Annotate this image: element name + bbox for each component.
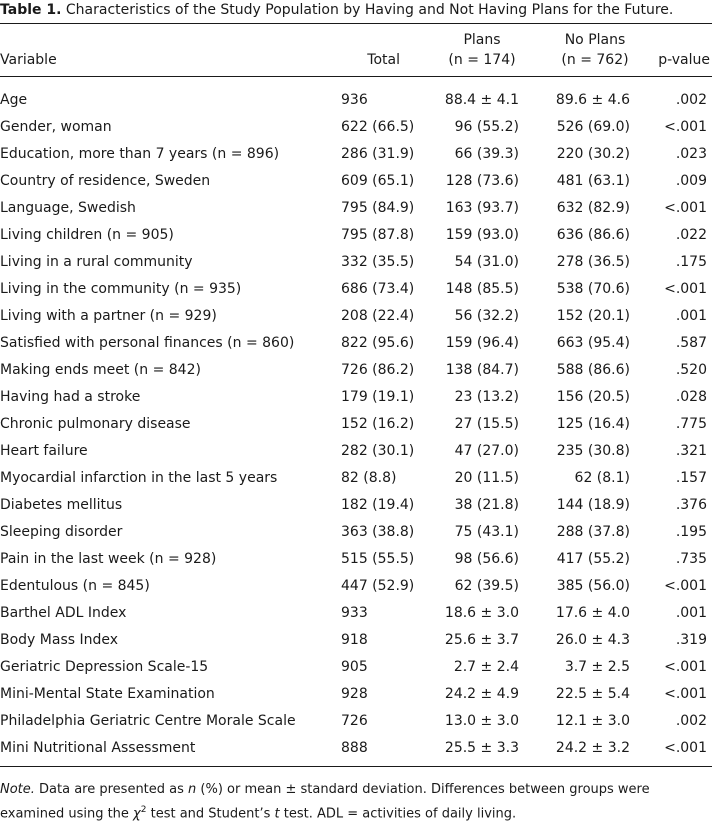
cell-plans: 66 (39.3) [454,146,519,162]
cell-noplans: 152 (20.1) [556,308,630,324]
cell-noplans: 125 (16.4) [556,416,630,432]
cell-pvalue: <.001 [664,119,707,135]
cell-variable: Sleeping disorder [0,524,123,540]
table-note [0,780,712,824]
cell-pvalue: .175 [675,254,707,270]
cell-plans: 38 (21.8) [454,497,519,513]
cell-plans: 88.4 ± 4.1 [444,92,519,108]
cell-noplans: 17.6 ± 4.0 [555,605,630,621]
cell-pvalue: .009 [675,173,707,189]
cell-pvalue: .001 [675,605,707,621]
cell-variable: Gender, woman [0,119,112,135]
cell-total: 686 (73.4) [341,281,415,297]
note-text-2: (%) or mean ± standard deviation. Differences between groups were examined using the [0,782,650,822]
header-variable: Variable [0,52,57,68]
top-rule [0,23,712,24]
table-caption [0,0,712,20]
cell-plans: 128 (73.6) [445,173,519,189]
cell-noplans: 538 (70.6) [556,281,630,297]
cell-total: 332 (35.5) [341,254,415,270]
cell-pvalue: .002 [675,713,707,729]
cell-plans: 138 (84.7) [445,362,519,378]
cell-plans: 75 (43.1) [454,524,519,540]
cell-total: 822 (95.6) [341,335,415,351]
cell-noplans: 220 (30.2) [556,146,630,162]
cell-variable: Language, Swedish [0,200,136,216]
header-plans: Plans [463,32,501,48]
cell-total: 515 (55.5) [341,551,415,567]
cell-total: 726 (86.2) [341,362,415,378]
cell-variable: Making ends meet (n = 842) [0,362,201,378]
cell-variable: Living in a rural community [0,254,193,270]
cell-pvalue: <.001 [664,659,707,675]
cell-variable: Living in the community (n = 935) [0,281,242,297]
cell-plans: 47 (27.0) [454,443,519,459]
cell-total: 152 (16.2) [341,416,415,432]
cell-total: 905 [341,659,368,675]
cell-pvalue: <.001 [664,740,707,756]
cell-noplans: 481 (63.1) [556,173,630,189]
note-text-3: test and Student’s [146,806,275,822]
cell-pvalue: .520 [675,362,707,378]
cell-noplans: 235 (30.8) [556,443,630,459]
header-pvalue: p-value [658,52,710,68]
note-chi-sup: 2 [140,805,147,815]
cell-variable: Living with a partner (n = 929) [0,308,217,324]
cell-total: 918 [341,632,368,648]
cell-noplans: 385 (56.0) [556,578,630,594]
note-chi: χ [133,806,141,822]
cell-total: 286 (31.9) [341,146,415,162]
cell-plans: 20 (11.5) [454,470,519,486]
cell-noplans: 26.0 ± 4.3 [555,632,630,648]
cell-plans: 24.2 ± 4.9 [444,686,519,702]
cell-plans: 159 (96.4) [445,335,519,351]
header-noplans: No Plans [564,32,626,48]
cell-pvalue: .157 [675,470,707,486]
note-t: t [274,806,280,822]
cell-total: 795 (84.9) [341,200,415,216]
cell-variable: Barthel ADL Index [0,605,127,621]
cell-total: 182 (19.4) [341,497,415,513]
cell-total: 622 (66.5) [341,119,415,135]
cell-noplans: 62 (8.1) [574,470,630,486]
cell-variable: Edentulous (n = 845) [0,578,150,594]
cell-pvalue: .319 [675,632,707,648]
cell-variable: Geriatric Depression Scale-15 [0,659,209,675]
cell-total: 928 [341,686,368,702]
cell-pvalue: .002 [675,92,707,108]
cell-pvalue: .001 [675,308,707,324]
cell-variable: Pain in the last week (n = 928) [0,551,217,567]
cell-variable: Chronic pulmonary disease [0,416,191,432]
cell-pvalue: .028 [675,389,707,405]
cell-noplans: 663 (95.4) [556,335,630,351]
cell-plans: 56 (32.2) [454,308,519,324]
table-title: Characteristics of the Study Population by Having and Not Having Plans for the Future. [65,2,674,18]
cell-plans: 163 (93.7) [445,200,519,216]
note-text-4: test. ADL = activities of daily living. [279,806,517,822]
cell-plans: 25.6 ± 3.7 [444,632,519,648]
note-n: n [188,782,197,797]
cell-total: 933 [341,605,368,621]
header-noplans-n: (n = 762) [561,52,629,68]
cell-total: 82 (8.8) [341,470,397,486]
cell-noplans: 89.6 ± 4.6 [555,92,630,108]
cell-variable: Satisfied with personal finances (n = 860) [0,335,295,351]
cell-noplans: 526 (69.0) [556,119,630,135]
cell-variable: Education, more than 7 years (n = 896) [0,146,280,162]
cell-pvalue: <.001 [664,578,707,594]
cell-noplans: 22.5 ± 5.4 [555,686,630,702]
cell-noplans: 636 (86.6) [556,227,630,243]
cell-pvalue: <.001 [664,200,707,216]
cell-variable: Mini Nutritional Assessment [0,740,196,756]
bottom-rule [0,766,712,767]
cell-pvalue: <.001 [664,281,707,297]
header-plans-n: (n = 174) [448,52,516,68]
cell-plans: 23 (13.2) [454,389,519,405]
cell-variable: Country of residence, Sweden [0,173,211,189]
cell-plans: 18.6 ± 3.0 [444,605,519,621]
cell-variable: Age [0,92,28,108]
cell-variable: Mini-Mental State Examination [0,686,215,702]
cell-total: 936 [341,92,368,108]
cell-variable: Having had a stroke [0,389,141,405]
cell-pvalue: <.001 [664,686,707,702]
cell-total: 208 (22.4) [341,308,415,324]
cell-total: 282 (30.1) [341,443,415,459]
cell-variable: Diabetes mellitus [0,497,123,513]
cell-noplans: 12.1 ± 3.0 [555,713,630,729]
cell-noplans: 417 (55.2) [556,551,630,567]
cell-pvalue: .023 [675,146,707,162]
cell-plans: 96 (55.2) [454,119,519,135]
cell-plans: 159 (93.0) [445,227,519,243]
cell-plans: 54 (31.0) [454,254,519,270]
cell-total: 447 (52.9) [341,578,415,594]
header-total: Total [367,52,400,68]
cell-plans: 27 (15.5) [454,416,519,432]
table-label: Table 1. [0,2,62,18]
cell-variable: Body Mass Index [0,632,119,648]
cell-noplans: 288 (37.8) [556,524,630,540]
cell-pvalue: .022 [675,227,707,243]
cell-pvalue: .775 [675,416,707,432]
cell-total: 609 (65.1) [341,173,415,189]
cell-pvalue: .735 [675,551,707,567]
cell-variable: Myocardial infarction in the last 5 years [0,470,278,486]
cell-pvalue: .321 [675,443,707,459]
header-rule [0,76,712,77]
cell-noplans: 278 (36.5) [556,254,630,270]
cell-plans: 148 (85.5) [445,281,519,297]
cell-pvalue: .587 [675,335,707,351]
cell-pvalue: .376 [675,497,707,513]
cell-total: 179 (19.1) [341,389,415,405]
cell-plans: 13.0 ± 3.0 [444,713,519,729]
cell-plans: 98 (56.6) [454,551,519,567]
cell-total: 795 (87.8) [341,227,415,243]
cell-variable: Philadelphia Geriatric Centre Morale Scale [0,713,296,729]
cell-total: 888 [341,740,368,756]
cell-pvalue: .195 [675,524,707,540]
cell-noplans: 144 (18.9) [556,497,630,513]
cell-noplans: 24.2 ± 3.2 [555,740,630,756]
cell-noplans: 156 (20.5) [556,389,630,405]
cell-total: 726 [341,713,368,729]
cell-variable: Living children (n = 905) [0,227,174,243]
note-text-1: Data are presented as [34,782,189,797]
cell-total: 363 (38.8) [341,524,415,540]
cell-noplans: 632 (82.9) [556,200,630,216]
cell-plans: 25.5 ± 3.3 [444,740,519,756]
cell-plans: 62 (39.5) [454,578,519,594]
cell-noplans: 3.7 ± 2.5 [564,659,630,675]
note-label: Note. [0,782,35,797]
cell-plans: 2.7 ± 2.4 [453,659,519,675]
cell-variable: Heart failure [0,443,88,459]
cell-noplans: 588 (86.6) [556,362,630,378]
